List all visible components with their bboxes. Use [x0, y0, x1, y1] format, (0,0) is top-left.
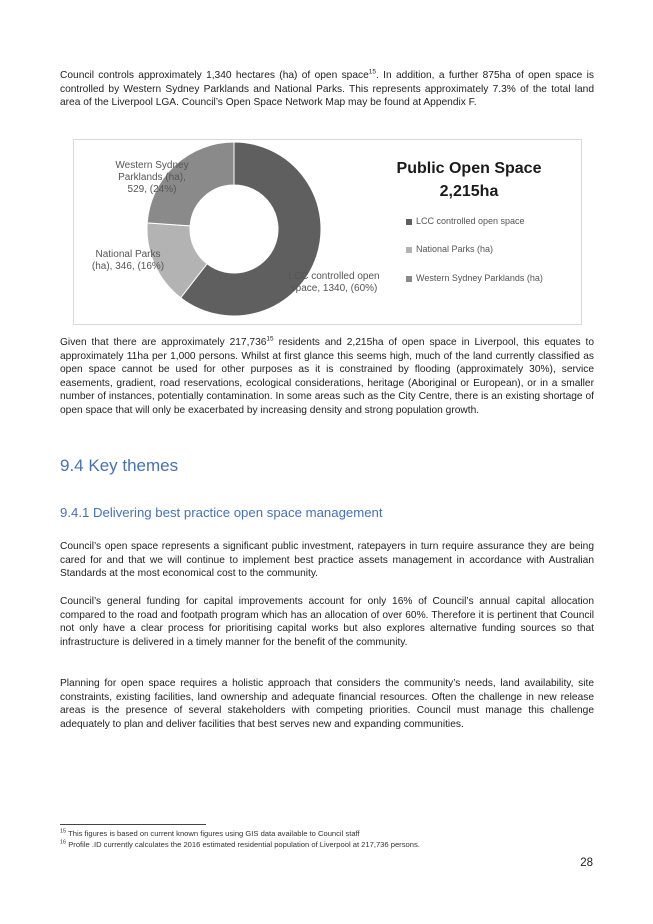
- funding-paragraph: Council’s general funding for capital improvements account for only 16% of Council’s annual capital allocation compared to the road and footpath program which has an allocation of over 60%. Therefore it is pertinent that Council not only have a clear process for prioritising capital works but also explores alternative funding sources so that infrastructure is delivered in a timely manner for the benefit of the community.: [60, 596, 594, 648]
- data-label-western-sydney: Western Sydney Parklands (ha), 529, (24%): [115, 160, 189, 195]
- footnote-divider: [60, 824, 206, 825]
- investment-paragraph: Council’s open space represents a significant public investment, ratepayers in turn require assurance they are being cared for and that we will continue to implement best practice assets management in accordance with Australian Standards at the most economical cost to the community.: [60, 541, 594, 580]
- section-heading: 9.4 Key themes: [60, 456, 179, 475]
- legend-item-national-parks: National Parks (ha): [406, 244, 493, 254]
- footnote-ref: 15: [368, 68, 376, 76]
- legend-swatch: [406, 247, 412, 253]
- legend-item-western-sydney: Western Sydney Parklands (ha): [406, 273, 543, 283]
- legend-swatch: [406, 219, 412, 225]
- intro-paragraph: Council controls approximately 1,340 hectares (ha) of open space$^{15}$. In addition, a further 875ha of open space is controlled by Western Sydney Parklands and National Parks. This represents approximately 7.3% of the total land area of the Liverpool LGA. Council’s Open Space Network Map may be found at Appendix F.: [60, 68, 594, 109]
- chart-title: Public Open Space 2,215ha: [396, 160, 542, 200]
- legend-swatch: [406, 276, 412, 282]
- footnote-ref: 15: [266, 335, 274, 343]
- footnote-15: $^{15}$ This figures is based on current known figures using GIS data available to Council staff: [60, 828, 360, 838]
- data-label-lcc: LCC controlled open space, 1340, (60%): [288, 271, 380, 294]
- data-label-national-parks: National Parks (ha), 346, (16%): [91, 249, 165, 272]
- legend-item-lcc: LCC controlled open space: [406, 216, 525, 226]
- subsection-heading: 9.4.1 Delivering best practice open space management: [60, 505, 383, 520]
- residents-paragraph: Given that there are approximately 217,736$^{15}$ residents and 2,215ha of open space in Liverpool, this equates to approximately 11ha per 1,000 persons. Whilst at first glance this seems high, much of the land currently classified as open space cannot be used for other purposes as it is constrained by flooding (approximately 30%), service easements, gradient, road reservations, ecological considerations, heritage (Aboriginal or European), or in a smaller number of instances, potentially contamination. In some areas such as the City Centre, there is an existing shortage of open space that will only be exacerbated by increasing density and strong population growth.: [60, 335, 594, 416]
- footnote-16: $^{16}$ Profile .ID currently calculates the 2016 estimated residential population of Liverpool at 217,736 persons.: [60, 839, 420, 849]
- page-number: 28: [580, 857, 593, 869]
- planning-paragraph: Planning for open space requires a holistic approach that considers the community’s needs, land availability, site constraints, existing facilities, land ownership and adequate financial resources. Often the challenge in new release areas is the presence of several stakeholders with competing priorities. Council must manage this challenge adequately to plan and deliver facilities that best serves new and expanding communities.: [60, 678, 594, 730]
- open-space-chart: [73, 139, 582, 325]
